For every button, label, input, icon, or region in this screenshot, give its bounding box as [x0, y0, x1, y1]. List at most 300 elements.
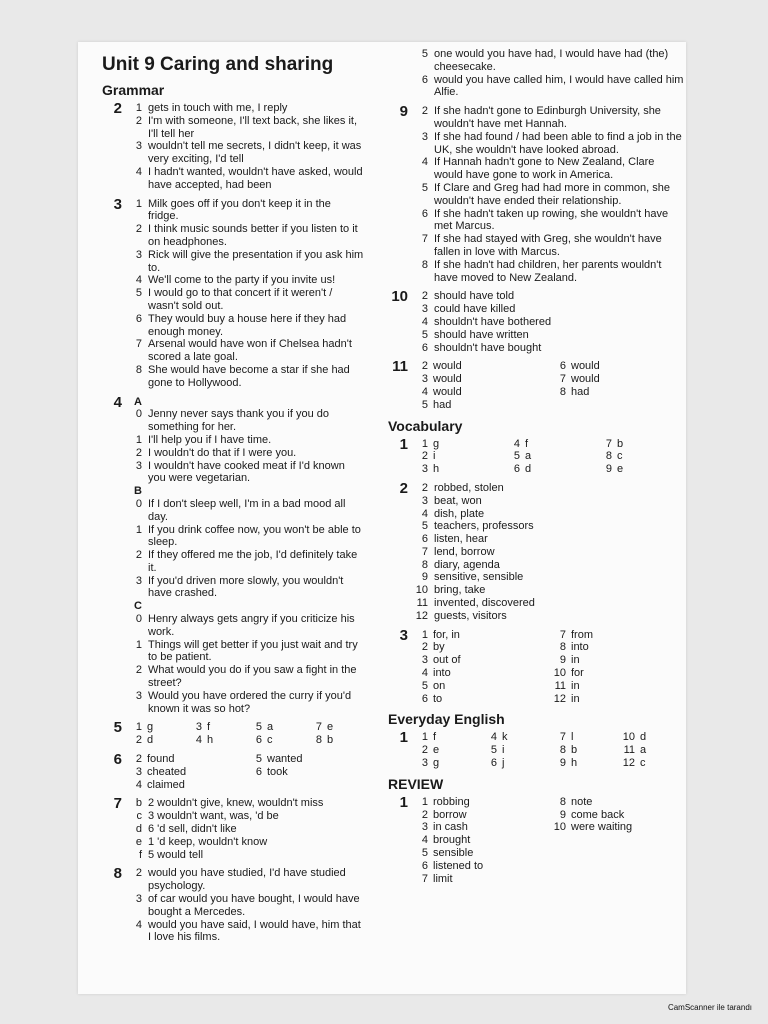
answer-item — [621, 757, 686, 770]
exercise-number: 7 — [113, 795, 122, 813]
item-text: What would you do if you saw a fight in the street? — [148, 664, 357, 690]
answer-item — [128, 102, 364, 115]
item-number: 3 — [135, 893, 142, 906]
item-text: k — [502, 731, 508, 744]
exercise-body — [128, 198, 364, 390]
answer-item — [128, 721, 184, 734]
item-number: 2 — [421, 744, 428, 757]
item-number: 3 — [421, 821, 428, 834]
item-text: wanted — [267, 753, 303, 766]
item-number: 3 — [421, 757, 428, 770]
exercise-8 — [96, 867, 364, 944]
unit-title: Unit 9 Caring and sharing — [102, 54, 334, 75]
item-number: 8 — [559, 744, 566, 757]
answer-item — [552, 821, 686, 834]
answer-item — [414, 834, 548, 847]
item-number: 6 — [255, 734, 262, 747]
exercise-body — [414, 48, 686, 99]
answer-item — [506, 463, 594, 476]
item-text: would — [433, 373, 462, 386]
answer-item — [414, 873, 548, 886]
item-number: 6 — [421, 73, 428, 86]
item-text: shouldn't have bought — [434, 341, 542, 354]
item-number: 4 — [135, 778, 142, 791]
item-number: 4 — [421, 834, 428, 847]
answer-item — [414, 329, 686, 342]
item-number: 7 — [605, 437, 612, 450]
sub-part-label: B — [134, 485, 142, 498]
answer-item — [128, 198, 364, 224]
answer-item — [128, 287, 364, 313]
answer-item — [552, 744, 617, 757]
answer-item — [128, 460, 364, 486]
item-text: c — [640, 757, 646, 770]
item-text: a — [267, 721, 274, 734]
item-number: 4 — [490, 731, 497, 744]
answer-item — [128, 575, 364, 601]
answer-grid — [414, 360, 686, 411]
answer-item — [414, 584, 686, 597]
answer-item — [414, 546, 686, 559]
answer-item — [128, 408, 364, 434]
item-number — [552, 834, 571, 847]
exercise-body — [128, 396, 364, 716]
item-text: 5 would tell — [148, 848, 204, 861]
item-number: 6 — [421, 533, 428, 546]
item-text: h — [571, 757, 578, 770]
item-text: could have killed — [434, 303, 516, 316]
answer-item — [552, 757, 617, 770]
item-number: 4 — [195, 734, 202, 747]
item-text: a — [525, 450, 532, 463]
left-column — [96, 54, 364, 950]
answer-item — [414, 303, 686, 316]
item-number: 3 — [135, 248, 142, 261]
vocabulary-exercise-3 — [382, 626, 686, 706]
answer-item — [552, 667, 686, 680]
item-number: 3 — [421, 463, 428, 476]
item-text: for, in — [433, 628, 460, 641]
item-text: limit — [433, 872, 453, 885]
item-number: 3 — [421, 494, 428, 507]
answer-item — [128, 549, 364, 575]
answer-item — [552, 731, 617, 744]
vocabulary-exercise-1 — [382, 435, 686, 476]
item-number: 3 — [135, 689, 142, 702]
item-text: lend, borrow — [434, 545, 495, 558]
item-number: 3 — [421, 303, 428, 316]
item-text: robbed, stolen — [434, 481, 504, 494]
exercise-number: 11 — [392, 358, 408, 376]
exercise-number: 6 — [113, 751, 122, 769]
answer-item — [128, 734, 184, 747]
item-number: 4 — [135, 274, 142, 287]
answer-item — [414, 520, 686, 533]
item-text: robbing — [433, 795, 470, 808]
answer-key-page — [78, 42, 686, 994]
item-text: c — [267, 734, 273, 747]
exercise-number: 5 — [113, 719, 122, 737]
exercise-8-continued — [382, 48, 686, 99]
answer-item — [414, 667, 548, 680]
answer-item — [552, 373, 686, 386]
answer-item — [128, 779, 244, 792]
exercise-3 — [96, 195, 364, 390]
answer-item — [552, 693, 686, 706]
item-number: 11 — [416, 597, 428, 610]
answer-item — [414, 182, 686, 208]
item-number: 12 — [415, 609, 428, 622]
item-text: out of — [433, 654, 461, 667]
item-number: 2 — [135, 114, 142, 127]
answer-item — [414, 610, 686, 623]
item-text: c — [617, 450, 623, 463]
item-number: 2 — [421, 481, 428, 494]
answer-item — [188, 721, 244, 734]
item-text: I would go to that concert if it weren't / wasn't sold out. — [148, 287, 333, 312]
item-number: 6 — [513, 463, 520, 476]
item-number: 8 — [135, 363, 142, 376]
item-text: I'm with someone, I'll text back, she likes it, I'll tell her — [148, 114, 357, 140]
item-text: If she hadn't taken up rowing, she wouldn't have met Marcus. — [434, 207, 669, 233]
item-number: 6 — [421, 859, 428, 872]
item-number: 6 — [135, 312, 142, 325]
item-text: from — [571, 628, 593, 641]
exercise-5 — [96, 721, 364, 747]
answer-item — [414, 809, 548, 822]
item-number: e — [135, 835, 142, 848]
item-text: g — [147, 721, 154, 734]
item-text: I wouldn't have cooked meat if I'd known you were vegetarian. — [148, 459, 345, 485]
answer-item — [414, 597, 686, 610]
item-text: If Hannah hadn't gone to New Zealand, Clare would have gone to work in America. — [434, 156, 655, 182]
answer-item — [128, 524, 364, 550]
answer-item — [128, 115, 364, 141]
item-text: I wouldn't do that if I were you. — [148, 446, 297, 459]
exercise-body — [414, 105, 686, 284]
item-number: 8 — [315, 734, 322, 747]
answer-item — [414, 233, 686, 259]
answer-item — [552, 399, 686, 412]
item-number: 6 — [421, 207, 428, 220]
answer-item — [621, 731, 686, 744]
item-number: 8 — [421, 558, 428, 571]
item-text: 3 wouldn't want, was, 'd be — [148, 810, 279, 823]
item-text: f — [433, 731, 437, 744]
answer-item — [128, 893, 364, 919]
answer-item — [552, 796, 686, 809]
review-heading: REVIEW — [388, 775, 444, 792]
item-number: 10 — [622, 731, 635, 744]
item-number: 2 — [421, 450, 428, 463]
answer-item — [414, 156, 686, 182]
item-number: 1 — [135, 102, 142, 114]
item-number: 10 — [553, 821, 566, 834]
answer-item — [414, 847, 548, 860]
item-text: would you have studied, I'd have studied psychology. — [148, 867, 346, 893]
answer-item — [128, 919, 364, 945]
exercise-body — [414, 482, 686, 623]
item-text: If they offered me the job, I'd definitely take it. — [148, 549, 358, 574]
item-number: 9 — [559, 654, 566, 667]
item-number: 1 — [421, 437, 428, 450]
item-text: in — [571, 692, 580, 705]
item-number: d — [135, 823, 142, 836]
item-number: 4 — [135, 165, 142, 178]
item-number: 2 — [421, 290, 428, 303]
item-text: She would have become a star if she had gone to Hollywood. — [148, 363, 350, 389]
item-text: j — [502, 757, 505, 770]
item-text: of car would you have bought, I would have bought a Mercedes. — [148, 893, 360, 918]
item-number: f — [138, 848, 142, 861]
item-text: had — [571, 385, 590, 398]
item-text: h — [207, 734, 214, 747]
answer-item — [414, 316, 686, 329]
item-text: sensitive, sensible — [434, 571, 524, 584]
item-number: 3 — [135, 765, 142, 778]
answer-grid — [128, 721, 364, 747]
item-text: Rick will give the presentation if you ask him to. — [148, 248, 364, 274]
item-text: i — [502, 744, 505, 757]
answer-item — [414, 821, 548, 834]
item-text: invented, discovered — [434, 597, 535, 610]
item-text: gets in touch with me, I reply — [148, 102, 288, 114]
item-number: 1 — [421, 795, 428, 808]
review-exercise-1 — [382, 793, 686, 886]
item-number: c — [136, 810, 142, 823]
item-text: had — [433, 398, 452, 411]
answer-item — [128, 447, 364, 460]
item-text: would you have said, I would have, him that I love his films. — [148, 918, 361, 944]
item-number: 8 — [421, 258, 428, 271]
item-number: 3 — [135, 574, 142, 587]
item-number: 9 — [605, 463, 612, 476]
answer-item — [414, 641, 548, 654]
answer-item — [552, 680, 686, 693]
answer-item — [128, 166, 364, 192]
answer-item — [414, 386, 548, 399]
answer-item — [506, 450, 594, 463]
item-number: 1 — [135, 523, 142, 536]
answer-item — [128, 249, 364, 275]
grammar-heading: Grammar — [102, 82, 165, 98]
answer-grid — [128, 753, 364, 791]
item-text: g — [433, 757, 440, 770]
item-text: guests, visitors — [434, 609, 507, 622]
item-number: 1 — [135, 433, 142, 446]
answer-item — [414, 571, 686, 584]
item-number: 2 — [135, 734, 142, 747]
vocabulary-exercise-2 — [382, 479, 686, 623]
item-text: diary, agenda — [434, 558, 500, 571]
item-text: If Clare and Greg had had more in common, she wouldn't have ended their relationship. — [434, 181, 671, 207]
item-number: 6 — [255, 765, 262, 778]
item-number: 6 — [421, 341, 428, 354]
item-number: 8 — [559, 641, 566, 654]
item-number: 7 — [421, 872, 428, 885]
item-number: 8 — [559, 795, 566, 808]
item-number: 11 — [554, 679, 566, 692]
vocabulary-heading: Vocabulary — [388, 417, 463, 434]
item-number: 4 — [513, 437, 520, 450]
item-text: borrow — [433, 808, 467, 821]
exercise-9 — [382, 105, 686, 284]
item-text: h — [433, 463, 440, 476]
item-text: a — [640, 744, 647, 757]
item-number: 9 — [559, 757, 566, 770]
item-text: g — [433, 437, 440, 450]
answer-grid — [414, 731, 686, 769]
answer-grid — [414, 796, 686, 886]
exercise-7 — [96, 797, 364, 861]
item-text: brought — [433, 834, 471, 847]
item-number: 2 — [135, 664, 142, 677]
item-text: If she hadn't gone to Edinburgh University, she wouldn't have met Hannah. — [434, 105, 661, 130]
item-text: e — [433, 744, 440, 757]
answer-item — [414, 463, 502, 476]
item-text: b — [571, 744, 578, 757]
right-column — [382, 48, 686, 891]
exercise-body — [128, 867, 364, 944]
item-text: should have written — [434, 328, 529, 341]
answer-item — [128, 639, 364, 665]
answer-item — [414, 373, 548, 386]
answer-item — [414, 731, 479, 744]
item-number: 6 — [490, 757, 497, 770]
item-number: 5 — [421, 328, 428, 341]
item-text: note — [571, 795, 593, 808]
item-text: cheated — [147, 765, 187, 778]
item-text: by — [433, 641, 445, 654]
exercise-number: 2 — [399, 479, 408, 497]
item-number: 0 — [135, 613, 142, 626]
item-number: 10 — [415, 584, 428, 597]
item-text: Would you have ordered the curry if you'd known it was so hot? — [148, 689, 352, 715]
item-number: 11 — [623, 744, 635, 757]
answer-item — [414, 860, 548, 873]
item-number: 9 — [559, 808, 566, 821]
item-number: 5 — [513, 450, 520, 463]
item-number: 4 — [421, 156, 428, 169]
item-text: They would buy a house here if they had enough money. — [148, 312, 347, 338]
item-number: 8 — [605, 450, 612, 463]
answer-item — [506, 438, 594, 451]
item-text: into — [571, 641, 589, 654]
answer-item — [552, 809, 686, 822]
answer-item — [128, 613, 364, 639]
answer-item — [188, 734, 244, 747]
item-number: 12 — [553, 692, 566, 705]
item-text: Things will get better if you just wait and try to be patient. — [148, 638, 358, 664]
item-number: 5 — [421, 847, 428, 860]
item-number: 2 — [135, 446, 142, 459]
item-text: for — [571, 667, 584, 680]
item-text: Jenny never says thank you if you do something for her. — [148, 408, 329, 434]
answer-item — [248, 734, 304, 747]
exercise-2 — [96, 102, 364, 192]
answer-item — [414, 105, 686, 131]
item-number: 2 — [421, 360, 428, 373]
answer-item — [414, 757, 479, 770]
item-text: f — [207, 721, 211, 734]
answer-item — [128, 867, 364, 893]
item-text: I hadn't wanted, wouldn't have asked, would have accepted, had been — [148, 165, 363, 191]
item-text: would — [571, 360, 600, 373]
item-number: 4 — [421, 507, 428, 520]
answer-item — [128, 766, 244, 779]
exercise-body — [414, 290, 686, 354]
item-number: 2 — [421, 641, 428, 654]
item-text: b — [617, 437, 624, 450]
answer-item — [128, 823, 364, 836]
item-text: would — [433, 360, 462, 373]
answer-item — [414, 559, 686, 572]
item-number: b — [135, 797, 142, 810]
item-text: 2 wouldn't give, knew, wouldn't miss — [148, 797, 324, 810]
item-number: 5 — [421, 679, 428, 692]
item-number: 4 — [135, 918, 142, 931]
exercise-body — [128, 102, 364, 192]
answer-item — [598, 463, 686, 476]
answer-item — [414, 399, 548, 412]
answer-item — [128, 338, 364, 364]
item-text: bring, take — [434, 584, 486, 597]
item-number: 4 — [421, 315, 428, 328]
answer-item — [248, 766, 364, 779]
item-text: claimed — [147, 778, 185, 791]
item-number: 7 — [315, 721, 322, 734]
item-number: 5 — [490, 744, 497, 757]
answer-grid — [414, 438, 686, 476]
item-text: 1 'd keep, wouldn't know — [148, 835, 268, 848]
item-number: 4 — [421, 385, 428, 398]
answer-item — [414, 342, 686, 355]
item-text: If you'd driven more slowly, you wouldn't have crashed. — [148, 574, 344, 600]
item-text: would — [433, 385, 462, 398]
item-text: Henry always gets angry if you criticize his work. — [148, 613, 355, 638]
answer-item — [128, 810, 364, 823]
item-text: teachers, professors — [434, 520, 534, 533]
item-text: sensible — [433, 847, 474, 860]
exercise-number: 1 — [399, 435, 408, 453]
answer-item — [552, 654, 686, 667]
item-text: If she had stayed with Greg, she wouldn't have fallen in love with Marcus. — [434, 233, 662, 258]
item-number: 5 — [421, 520, 428, 533]
exercise-number: 8 — [113, 865, 122, 883]
answer-item — [414, 654, 548, 667]
item-number: 1 — [135, 197, 142, 210]
item-number: 1 — [135, 638, 142, 651]
answer-item — [414, 482, 686, 495]
item-text: into — [433, 667, 451, 680]
item-text: would you have called him, I would have called him Alfie. — [434, 73, 684, 99]
item-number: 5 — [255, 753, 262, 766]
item-number: 7 — [559, 731, 566, 744]
item-number: 7 — [421, 545, 428, 558]
exercise-body — [128, 797, 364, 861]
answer-item — [598, 438, 686, 451]
answer-item — [414, 208, 686, 234]
answer-item — [248, 721, 304, 734]
answer-item — [552, 834, 686, 847]
answer-grid — [414, 629, 686, 706]
item-number: 2 — [135, 753, 142, 766]
item-number: 1 — [135, 721, 142, 734]
item-text: d — [640, 731, 647, 744]
item-text: come back — [571, 808, 625, 821]
answer-item — [128, 274, 364, 287]
item-number: 2 — [135, 223, 142, 236]
